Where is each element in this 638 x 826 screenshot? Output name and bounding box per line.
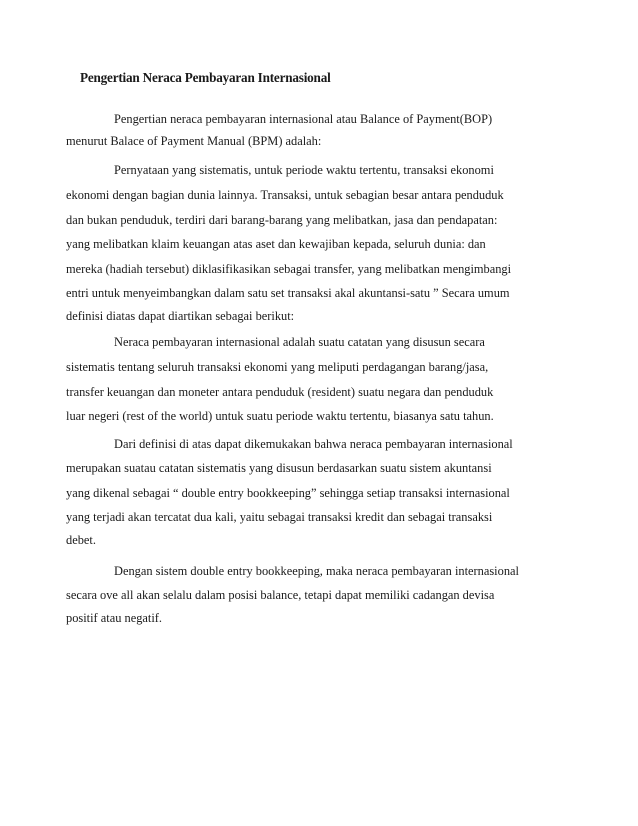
paragraph-2-line-5: mereka (hadiah tersebut) diklasifikasikan sebagai transfer, yang melibatkan mengimbangi [66, 262, 512, 276]
document-title: Pengertian Neraca Pembayaran Internasional [80, 70, 331, 85]
paragraph-2-line-1: Pernyataan yang sistematis, untuk periode waktu tertentu, transaksi ekonomi [114, 163, 494, 177]
paragraph-1-line-2: menurut Balace of Payment Manual (BPM) adalah: [66, 134, 322, 148]
paragraph-3-line-2: sistematis tentang seluruh transaksi ekonomi yang meliputi perdagangan barang/jasa, [66, 360, 489, 374]
paragraph-5-line-2: secara ove all akan selalu dalam posisi balance, tetapi dapat memiliki cadangan devisa [66, 588, 495, 602]
paragraph-4-line-1: Dari definisi di atas dapat dikemukakan bahwa neraca pembayaran internasional [114, 437, 513, 451]
paragraph-4-line-4: yang terjadi akan tercatat dua kali, yaitu sebagai transaksi kredit dan sebagai transaksi [66, 510, 493, 524]
paragraph-2-line-6: entri untuk menyeimbangkan dalam satu set transaksi akal akuntansi-satu ” Secara umum [66, 286, 510, 300]
paragraph-3-line-1: Neraca pembayaran internasional adalah suatu catatan yang disusun secara [114, 335, 485, 349]
paragraph-2-line-3: dan bukan penduduk, terdiri dari barang-barang yang melibatkan, jasa dan pendapatan: [66, 213, 498, 227]
paragraph-5-line-1: Dengan sistem double entry bookkeeping, maka neraca pembayaran internasional [114, 564, 519, 578]
paragraph-2-line-2: ekonomi dengan bagian dunia lainnya. Transaksi, untuk sebagian besar antara penduduk [66, 188, 504, 202]
paragraph-5-line-3: positif atau negatif. [66, 611, 162, 625]
paragraph-2-line-4: yang melibatkan klaim keuangan atas aset dan kewajiban kepada, seluruh dunia: dan [66, 237, 486, 251]
paragraph-4-line-3: yang dikenal sebagai “ double entry bookkeeping” sehingga setiap transaksi internasional [66, 486, 510, 500]
paragraph-3-line-3: transfer keuangan dan moneter antara penduduk (resident) suatu negara dan penduduk [66, 385, 494, 399]
paragraph-4-line-5: debet. [66, 533, 96, 547]
paragraph-1-line-1: Pengertian neraca pembayaran internasional atau Balance of Payment(BOP) [114, 112, 493, 126]
paragraph-4-line-2: merupakan suatau catatan sistematis yang disusun berdasarkan suatu sistem akuntansi [66, 461, 492, 475]
paragraph-3-line-4: luar negeri (rest of the world) untuk suatu periode waktu tertentu, biasanya satu tahun. [66, 409, 494, 423]
paragraph-2-line-7: definisi diatas dapat diartikan sebagai berikut: [66, 309, 295, 323]
